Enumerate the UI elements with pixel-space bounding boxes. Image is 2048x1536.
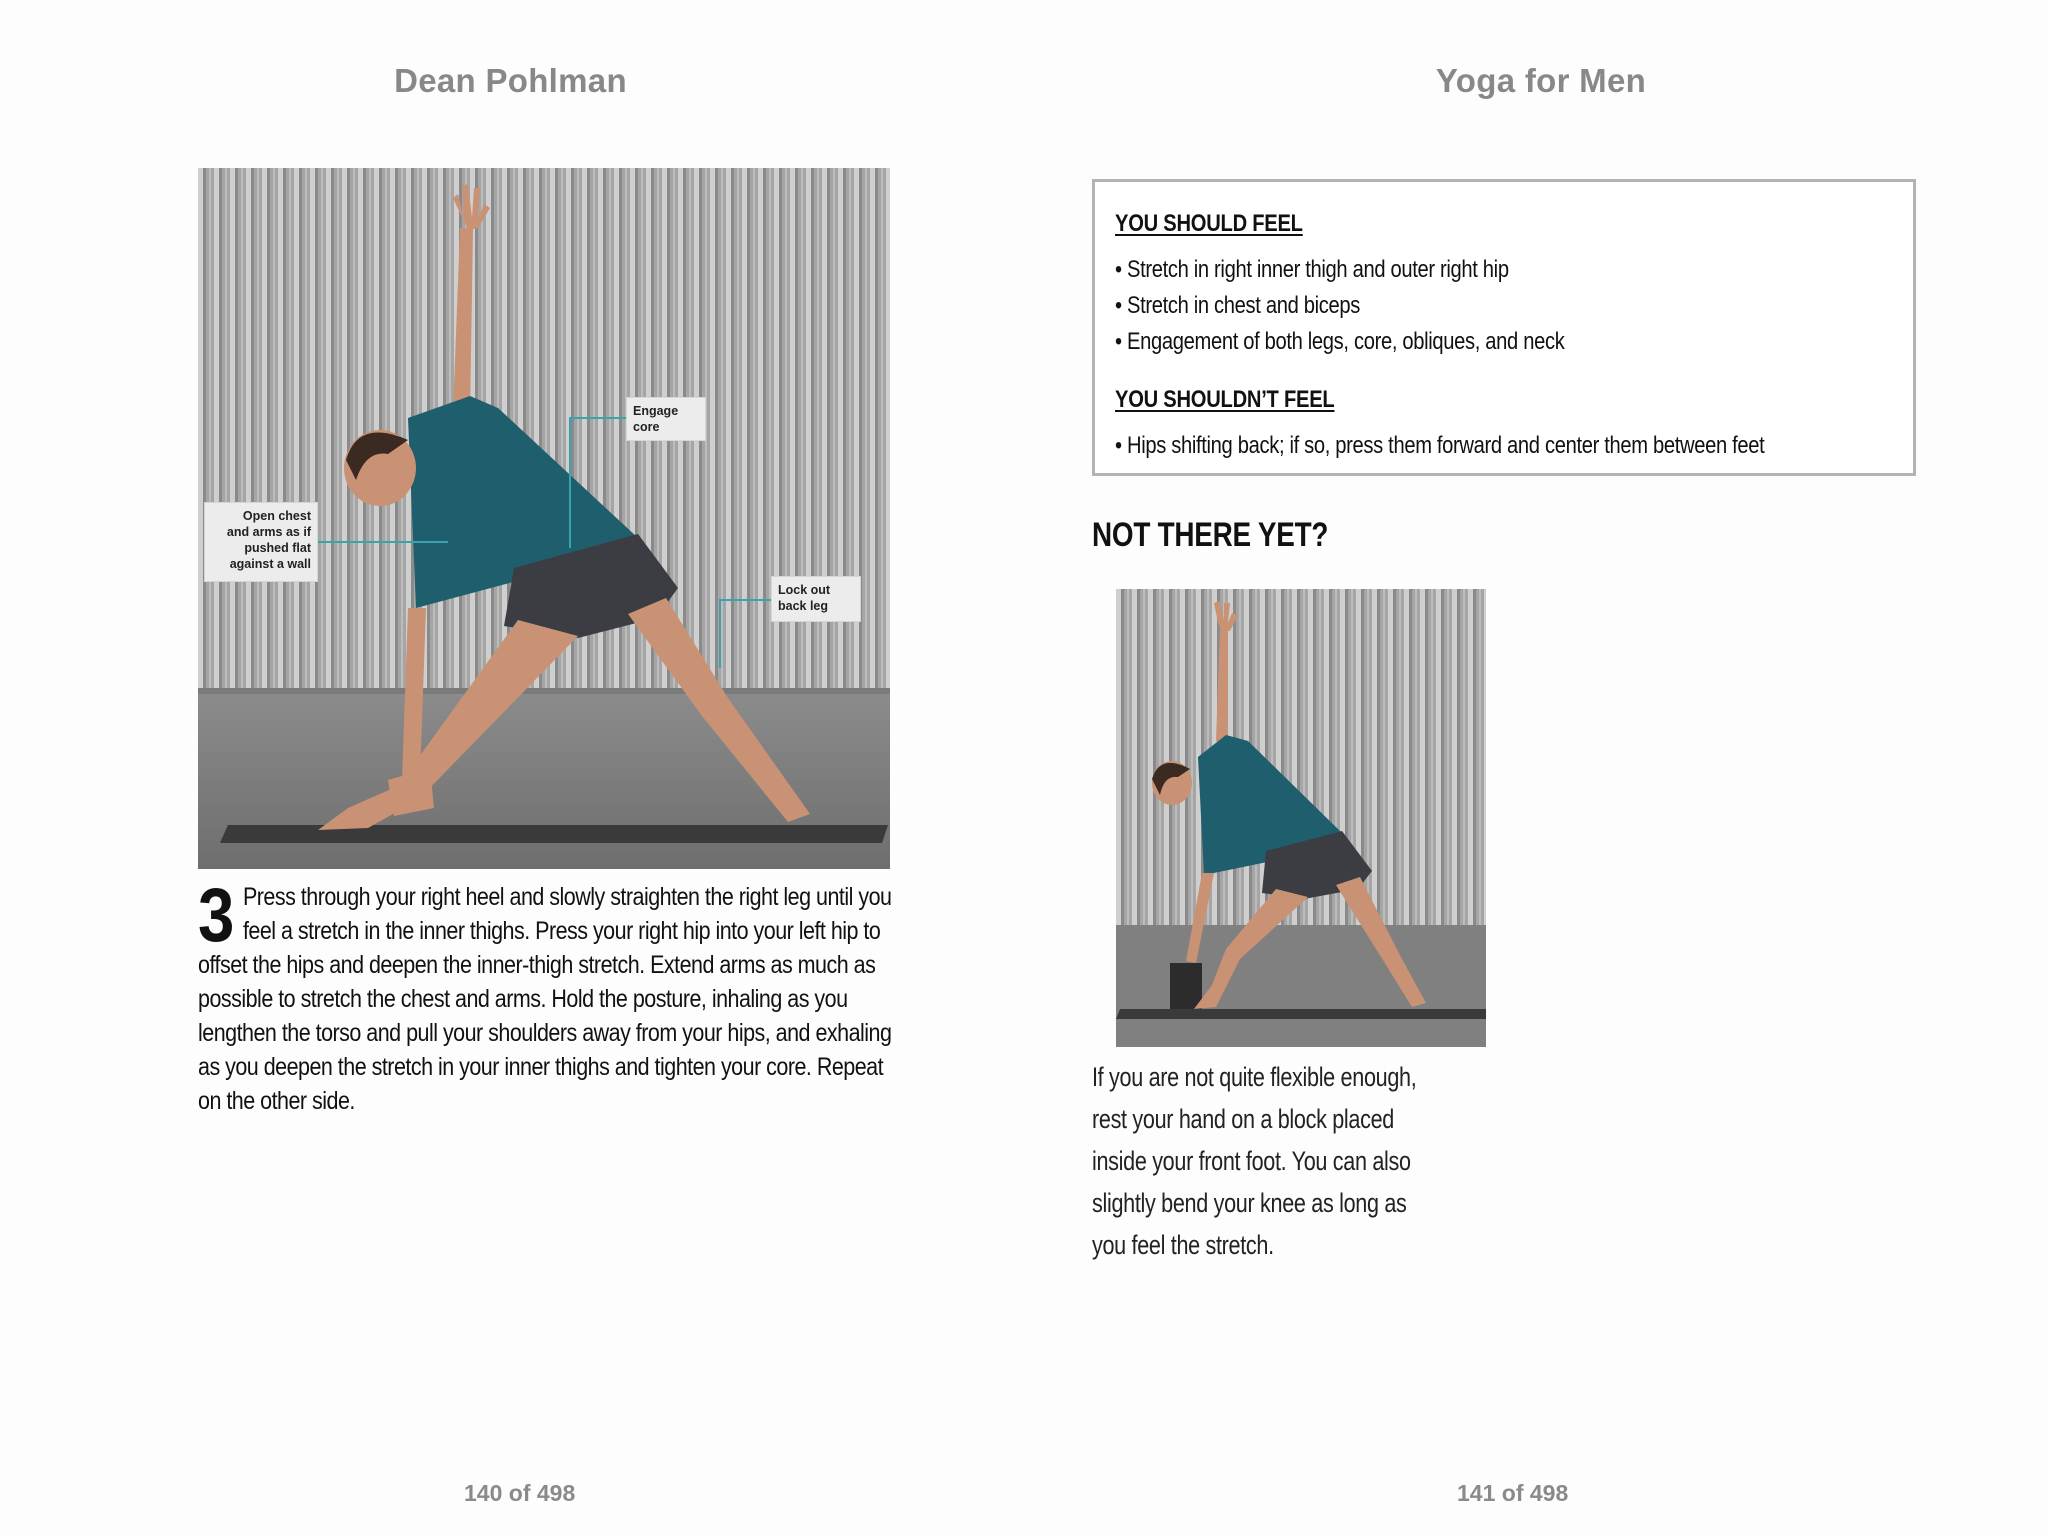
shouldnt-feel-heading: YOU SHOULDN’T FEEL [1115,386,1335,413]
page-number-left: 140 of 498 [464,1480,576,1506]
pose-photo-main [198,168,890,869]
step-number: 3 [198,873,233,958]
running-head-title: Yoga for Men [1435,62,1647,99]
page-number-right: 141 of 498 [1457,1480,1569,1506]
callout-engage-core: Engage core [626,397,706,441]
feel-box [1092,179,1916,476]
callout-open-chest: Open chest and arms as if pushed flat against a wall [204,502,318,582]
step-3-paragraph [198,873,898,1118]
modified-pose-illustration [1116,589,1486,1047]
should-feel-heading: YOU SHOULD FEEL [1115,210,1303,237]
list-item: • Stretch in right inner thigh and outer right hip [1115,252,1888,288]
running-head-author: Dean Pohlman [394,62,627,99]
pose-photo-modified [1116,589,1486,1047]
shouldnt-feel-list [1115,428,1888,464]
should-feel-list [1115,252,1888,360]
list-item: • Engagement of both legs, core, obliques, and neck [1115,324,1888,360]
list-item: • Stretch in chest and biceps [1115,288,1888,324]
callout-lock-back-leg: Lock out back leg [771,576,861,622]
list-item: • Hips shifting back; if so, press them forward and center them between feet [1115,428,1888,464]
step-text: Press through your right heel and slowly straighten the right leg until you feel a stretch in the inner thighs. Press your right hip into your left hip to offset the hips and deepen the inner-thigh stretch. Extend arms as much as possible to stretch the chest and arms. Hold the posture, inhaling as you lengthen the torso and pull your shoulders away from your hips, and exhaling as you deepen the stretch in your inner thighs and tighten your core. Repeat on the other side. [198,883,892,1115]
not-there-yet-caption: If you are not quite flexible enough, rest your hand on a block placed inside your front foot. You can also slightly bend your knee as long as you feel the stretch. [1092,1062,1417,1260]
not-there-yet-heading: NOT THERE YET? [1092,516,1329,554]
right-page [1024,0,2048,1536]
